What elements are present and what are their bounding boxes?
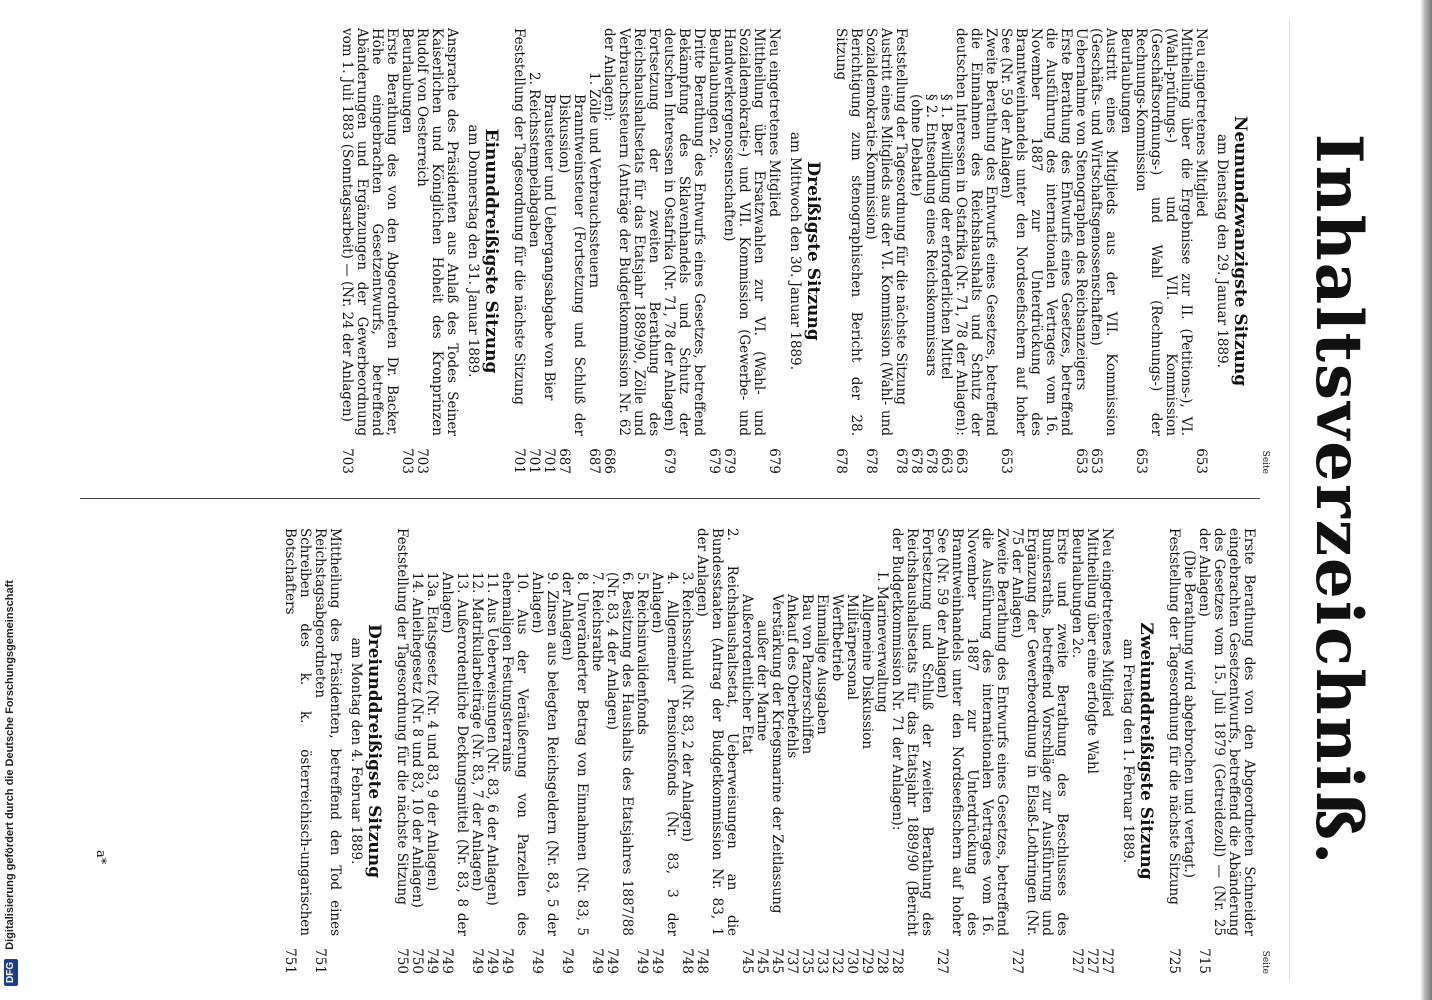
page-column-label: Seite — [1260, 950, 1270, 974]
toc-entry — [679, 528, 694, 974]
toc-entry — [766, 28, 781, 474]
toc-entry-page: 749 — [484, 948, 500, 974]
toc-entry — [529, 528, 559, 974]
toc-entry — [601, 28, 661, 474]
toc-entry — [934, 528, 1009, 974]
right-column — [282, 528, 1270, 974]
toc-entry-page: 701 — [526, 448, 542, 474]
toc-entry — [1069, 528, 1084, 974]
toc-entry-text: Beurlaubungen 2c. — [1069, 528, 1085, 659]
toc-entry — [469, 528, 484, 974]
toc-entry-text: außer der Marine — [754, 620, 770, 742]
toc-entry — [739, 528, 754, 974]
toc-entry — [661, 28, 706, 474]
toc-entry-text: Neu eingetretenes Mitglied — [1193, 28, 1209, 218]
toc-entry-page: 745 — [769, 948, 785, 974]
toc-entry-text: Berichtigung zum stenographischen Bericht der 28. Sitzung — [833, 28, 864, 436]
toc-entry — [439, 528, 469, 974]
toc-entry-page: 749 — [604, 948, 620, 974]
toc-entry-page: 703 — [399, 448, 415, 474]
toc-entry — [953, 28, 998, 474]
toc-entry-text: Fortsetzung und Schluß der zweiten Berathung des Reichshaushaltsetats für das Etatsjahr 1889/90 (Bericht der Budgetkommission Nr. 71 der Anlagen): — [889, 528, 935, 936]
toc-entry-text: 4. Allgemeiner Pensionsfonds (Nr. 83, 3 der Anlagen) — [649, 572, 680, 936]
toc-entry — [908, 28, 923, 474]
toc-entry — [409, 528, 424, 974]
toc-entry-page: 663 — [938, 448, 954, 474]
toc-entry-page: 653 — [1133, 448, 1149, 474]
toc-entry-text: 8. Unveränderter Betrag von Einnahmen (Nr. 83, 5 der Anlagen) — [559, 572, 590, 936]
toc-entry-text: Militärpersonal — [844, 594, 860, 700]
toc-entry-text: Beurlaubungen — [1118, 28, 1134, 134]
toc-entry-text: 12. Matrikularbeiträge (Nr. 83, 7 der Anlagen) — [469, 572, 485, 892]
toc-entry-page: 679 — [661, 448, 677, 474]
toc-entry — [424, 528, 439, 974]
toc-entry-text: Austritt eines Mitglieds aus der VI. Kommission (Wahl- und Sozialdemokratie-Kommission) — [863, 28, 894, 436]
toc-entry-text: Verstärkung der Kriegsmarine der Zeitlassung — [769, 594, 785, 914]
toc-entry — [829, 528, 844, 974]
toc-entry-page: 749 — [469, 948, 485, 974]
toc-entry-text: 2. Reichshaushaltsetat, Ueberweisungen an die Bundesstaaten (Antrag der Budgetkommission Nr. 83, 1 der Anlagen) — [694, 528, 740, 936]
toc-entry-text: Uebernahme von Stenographen des Reichsanzeigers — [1073, 28, 1089, 391]
toc-entry — [589, 528, 604, 974]
toc-entry — [499, 528, 529, 974]
page-column-label: Seite — [1260, 450, 1270, 474]
toc-entry-page: 749 — [529, 948, 545, 974]
toc-entry-page: 653 — [1073, 448, 1089, 474]
toc-entry-text: 6. Besitzung des Haushalts des Etatsjahres 1887/88 (Nr. 83, 4 der Anlagen) — [604, 572, 635, 936]
toc-entry-text: Fortsetzung der zweiten Berathung des Reichshaushaltsetats für das Etatsjahr 1889/90, Zölle und Verbrauchssteuern (Anträge der Budgetkommission Nr. 62 der Anlagen): — [601, 28, 662, 436]
toc-entry-text: § 2. Entsendung eines Reichskommissars — [923, 94, 939, 377]
toc-entry-text: Beurlaubungen 2c. — [706, 28, 722, 159]
toc-entry-page: 663 — [953, 448, 969, 474]
toc-entry-page: 725 — [1166, 948, 1182, 974]
toc-entry-text: Mittheilung über Ersatzwahlen zur VI. (Wahl- und Sozialdemokratie-) und VII. Kommission (Gewerbe- und Handwerkergenossenschaften) — [721, 28, 767, 436]
toc-entry-page: 653 — [998, 448, 1014, 474]
toc-entry-text: Werftbetrieb — [829, 594, 845, 682]
toc-entry — [526, 28, 541, 474]
toc-entry-page: 678 — [863, 448, 879, 474]
toc-entry — [399, 28, 414, 474]
toc-entry-text: Mittheilung des Präsidenten, betreffend den Tod eines Reichstagsabgeordneten — [312, 528, 343, 936]
toc-entry-text: Austritt eines Mitglieds aus der VII. Kommission (Geschäfts- und Wirtschaftsgenossenschaften) — [1088, 28, 1119, 436]
toc-entry-text: 2. Reichsstempelabgaben — [526, 72, 542, 248]
toc-entry — [833, 28, 863, 474]
toc-entry — [511, 28, 526, 474]
toc-entry-page: 737 — [784, 948, 800, 974]
toc-entry-text: Mittheilung über die Ergebnisse zur II. (Petitions-), VI. (Wahl-prüfungs-) und VII. Kommission (Geschäftsordnungs-) und Wahl (Rechnungs-) der Rechnungs-Kommission — [1133, 28, 1194, 436]
toc-entry — [1181, 528, 1196, 974]
session-title: Zweiunddreißigste Sitzung — [1136, 622, 1156, 880]
toc-entry-page: 727 — [1069, 948, 1085, 974]
toc-entry-text: Erste Berathung des von den Abgeordneten Dr. Backer, Höhe eingebrachten Gesetzentwurfs, betreffend Abänderungen und Ergänzungen der Gewerbeordnung vom 1. Juli 1883 (Sonntagsarbeit) — (Nr. 24 der Anlagen) — [339, 28, 400, 436]
toc-entry-page: 678 — [893, 448, 909, 474]
toc-entry — [799, 528, 814, 974]
toc-entry-page: 679 — [721, 448, 737, 474]
toc-entry-text: Erste Berathung des Entwurfs eines Gesetzes, betreffend die Ausführung des internationalen Vertrages vom 16. November 1887 zur Unterdrückung des Branntweinhandels unter den Nordseefischern auf hoher See (Nr. 59 der Anlagen) — [998, 28, 1074, 436]
toc-entry-text: 9. Zinsen aus belegten Reichsgeldern (Nr. 83, 5 der Anlagen) — [529, 572, 560, 936]
toc-entry-text: I. Marineverwaltung — [874, 572, 890, 713]
toc-entry-page: 749 — [634, 948, 650, 974]
toc-entry — [694, 528, 739, 974]
toc-entry-page: 745 — [754, 948, 770, 974]
toc-entry-text: Allgemeine Diskussion — [859, 594, 875, 750]
toc-entry — [1099, 528, 1114, 974]
toc-entry — [706, 28, 721, 474]
toc-entry — [938, 28, 953, 474]
session-title: Dreißigste Sitzung — [803, 161, 823, 341]
session-title: Neunundzwanzigste Sitzung — [1230, 115, 1250, 387]
toc-entry — [754, 528, 769, 974]
session-date: am Mittwoch den 30. Januar 1889. — [787, 131, 803, 371]
toc-entry-page: 748 — [694, 948, 710, 974]
toc-entry-page: 687 — [586, 448, 602, 474]
toc-entry-text: Neu eingetretenes Mitglied — [1099, 528, 1115, 718]
digitization-note: Digitalisierung gefördert durch die Deutsche Forschungsgemeinschaft — [4, 580, 16, 950]
session-date: am Donnerstag den 31. Januar 1889. — [465, 124, 481, 378]
toc-entry-page: 678 — [833, 448, 849, 474]
toc-entry — [863, 28, 893, 474]
toc-entry — [1088, 28, 1118, 474]
toc-entry-text: Brausteuer und Uebergangsabgabe von Bier — [541, 94, 557, 401]
toc-entry-page: 749 — [439, 948, 455, 974]
toc-entry-page: 749 — [589, 948, 605, 974]
toc-entry-page: 653 — [1088, 448, 1104, 474]
toc-entry-page: 730 — [844, 948, 860, 974]
toc-entry-text: Beurlaubungen — [399, 28, 415, 134]
toc-entry — [414, 28, 459, 474]
digitization-footer — [0, 0, 20, 1000]
toc-entry — [394, 528, 409, 974]
toc-entry-page: 727 — [934, 948, 950, 974]
toc-entry-text: Neu eingetretenes Mitglied — [766, 28, 782, 218]
toc-entry-page: 729 — [859, 948, 875, 974]
toc-entry — [604, 528, 634, 974]
toc-entry-page: 727 — [1099, 948, 1115, 974]
toc-entry — [1118, 28, 1133, 474]
session-date: am Freitag den 1. Februar 1889. — [1120, 638, 1136, 864]
toc-entry-page: 749 — [499, 948, 515, 974]
toc-entry-text: § 1. Bewilligung der erforderlichen Mittel — [938, 94, 954, 380]
toc-entry — [1166, 528, 1181, 974]
toc-entry — [721, 28, 766, 474]
toc-entry-page: 749 — [649, 948, 665, 974]
toc-entry-text: Ansprache des Präsidenten aus Anlaß des Todes Seiner Kaiserlichen und Königlichen Hoheit des Kronprinzen Rudolf von Oesterreich — [414, 28, 460, 436]
toc-entry-page: 727 — [1084, 948, 1100, 974]
toc-entry — [859, 528, 874, 974]
dfg-logo: DFG — [4, 959, 18, 986]
toc-entry-page: 733 — [814, 948, 830, 974]
toc-entry — [484, 528, 499, 974]
signature-mark: a* — [93, 850, 108, 865]
toc-entry-text: 14. Anleihegesetz (Nr. 8 und 83, 10 der Anlagen) — [409, 572, 425, 908]
toc-entry-page: 732 — [829, 948, 845, 974]
column-divider — [80, 498, 1260, 499]
toc-entry-text: Erste und zweite Berathung des Beschlusses des Bundesraths, betreffend Vorschläge zur Ausführung und Ergänzung der Gewerbeordnung in Elsaß-Lothringen (Nr. 75 der Anlagen) — [1009, 528, 1070, 936]
toc-entry-text: (ohne Debatte) — [908, 94, 924, 197]
toc-entry-page: 748 — [679, 948, 695, 974]
toc-entry-text: Branntweinsteuer (Fortsetzung und Schluß der Diskussion) — [556, 94, 587, 436]
toc-entry-page: 715 — [1196, 948, 1212, 974]
toc-entry-page: 687 — [556, 448, 572, 474]
toc-entry-text: 3. Reichsschuld (Nr. 83, 2 der Anlagen) — [679, 572, 695, 843]
toc-entry-page: 735 — [799, 948, 815, 974]
toc-entry — [814, 528, 829, 974]
toc-entry-text: Ankauf des Oberbefehls — [784, 594, 800, 759]
toc-entry — [282, 528, 312, 974]
toc-entry-text: Bau von Panzerschiffen — [799, 594, 815, 755]
toc-entry-page: 678 — [908, 448, 924, 474]
toc-entry-text: Feststellung der Tagesordnung für die nächste Sitzung — [1166, 528, 1182, 905]
toc-entry-text: Feststellung der Tagesordnung für die nächste Sitzung — [394, 528, 410, 905]
toc-entry — [998, 28, 1073, 474]
toc-entry-text: Feststellung der Tagesordnung für die nächste Sitzung — [893, 28, 909, 405]
toc-entry — [1073, 28, 1088, 474]
toc-entry-text: (Die Berathung wird abgebrochen und vertagt.) — [1181, 550, 1197, 879]
toc-entry-text: Zweite Berathung des Entwurfs eines Gesetzes, betreffend die Einnahmen des Reichshaushalts und Schutz der deutschen Interessen in Ostafrika (Nr. 71, 78 der Anlagen): — [953, 28, 999, 436]
toc-entry-page: 679 — [706, 448, 722, 474]
toc-entry-page: 749 — [424, 948, 440, 974]
toc-entry — [1196, 528, 1256, 974]
toc-entry-text: 13a. Etatsgesetz (Nr. 4 und 83, 9 der Anlagen) — [424, 572, 440, 892]
toc-entry-text: 7. Reichsrathe — [589, 572, 605, 672]
toc-entry-page: 750 — [394, 948, 410, 974]
toc-entry — [556, 28, 586, 474]
toc-entry-text: 10. Aus der Veräußerung von Parzellen des ehemaligen Festungsterrains — [499, 572, 530, 936]
session-date: am Dienstag den 29. Januar 1889. — [1214, 134, 1230, 368]
toc-entry-page: 751 — [282, 948, 298, 974]
toc-entry-page: 653 — [1193, 448, 1209, 474]
top-rule — [1289, 20, 1290, 980]
toc-entry-text: 11. Aus Ueberweisungen (Nr. 83, 6 der Anlagen) — [484, 572, 500, 906]
toc-entry-page: 678 — [923, 448, 939, 474]
toc-entry — [339, 28, 399, 474]
toc-entry-text: Schreiben des k. k. österreichisch-ungarischen Botschafters — [282, 528, 313, 936]
toc-entry-page: 727 — [1009, 948, 1025, 974]
toc-entry-text: Außerordentlicher Etat — [739, 594, 755, 754]
toc-entry — [634, 528, 649, 974]
toc-entry — [893, 28, 908, 474]
toc-entry-page: 679 — [766, 448, 782, 474]
toc-entry-page: 703 — [339, 448, 355, 474]
toc-entry — [649, 528, 679, 974]
toc-entry — [1009, 528, 1069, 974]
toc-entry — [874, 528, 889, 974]
toc-entry-text: Feststellung der Tagesordnung für die nächste Sitzung — [511, 28, 527, 405]
toc-entry-page: 751 — [312, 948, 328, 974]
session-title: Dreiunddreißigste Sitzung — [364, 624, 384, 878]
toc-entry-page: 686 — [601, 448, 617, 474]
session-date: am Montag den 4. Februar 1889. — [348, 637, 364, 865]
toc-entry-page: 745 — [739, 948, 755, 974]
toc-entry-text: Erste Berathung des von den Abgeordneten Schneider eingebrachten Gesetzentwurfs, betreffend die Abänderung des Gesetzes vom 15. Juli 1879 (Getreidezoll) — (Nr. 25 der Anlagen) — [1196, 528, 1257, 936]
toc-entry — [844, 528, 859, 974]
toc-entry-text: Zweite Berathung des Entwurfs eines Gesetzes, betreffend die Ausführung des internationalen Vertrages vom 16. November 1887 zur Unterdrückung des Branntweinhandels unter den Nordseefischern auf hoher See (Nr. 59 der Anlagen) — [934, 528, 1010, 936]
toc-entry — [1133, 28, 1193, 474]
toc-entry — [312, 528, 342, 974]
toc-entry — [784, 528, 799, 974]
page-title: Inhaltsverzeichniß. — [1301, 133, 1376, 867]
toc-entry — [1084, 528, 1099, 974]
toc-entry — [769, 528, 784, 974]
toc-entry — [586, 28, 601, 474]
toc-entry-text: Mittheilung über eine erfolgte Wahl — [1084, 528, 1100, 774]
toc-entry-page: 750 — [409, 948, 425, 974]
left-column — [339, 28, 1270, 474]
toc-entry — [923, 28, 938, 474]
toc-entry — [889, 528, 934, 974]
toc-entry-text: 1. Zölle und Verbrauchssteuern — [586, 72, 602, 289]
toc-entry — [559, 528, 589, 974]
scan-edge — [1420, 0, 1432, 1000]
toc-entry-page: 701 — [541, 448, 557, 474]
toc-entry-page: 749 — [559, 948, 575, 974]
toc-entry-page: 728 — [874, 948, 890, 974]
toc-entry-text: 13. Außerordentliche Deckungsmittel (Nr. 83, 8 der Anlagen) — [439, 572, 470, 936]
toc-entry-text: Einmalige Ausgaben — [814, 594, 830, 735]
toc-entry-text: Dritte Berathung des Entwurfs eines Gesetzes, betreffend Bekämpfung des Sklavenhandels und Schutz der deutschen Interessen in Ostafrika (Nr. 71, 78 der Anlagen) — [661, 28, 707, 436]
session-title: Einunddreißigste Sitzung — [481, 128, 501, 374]
toc-entry-page: 701 — [511, 448, 527, 474]
toc-entry-text: 5. Reichsinvalidenfonds — [634, 572, 650, 735]
toc-entry — [541, 28, 556, 474]
toc-entry — [1193, 28, 1208, 474]
toc-entry-page: 703 — [414, 448, 430, 474]
toc-entry-page: 728 — [889, 948, 905, 974]
